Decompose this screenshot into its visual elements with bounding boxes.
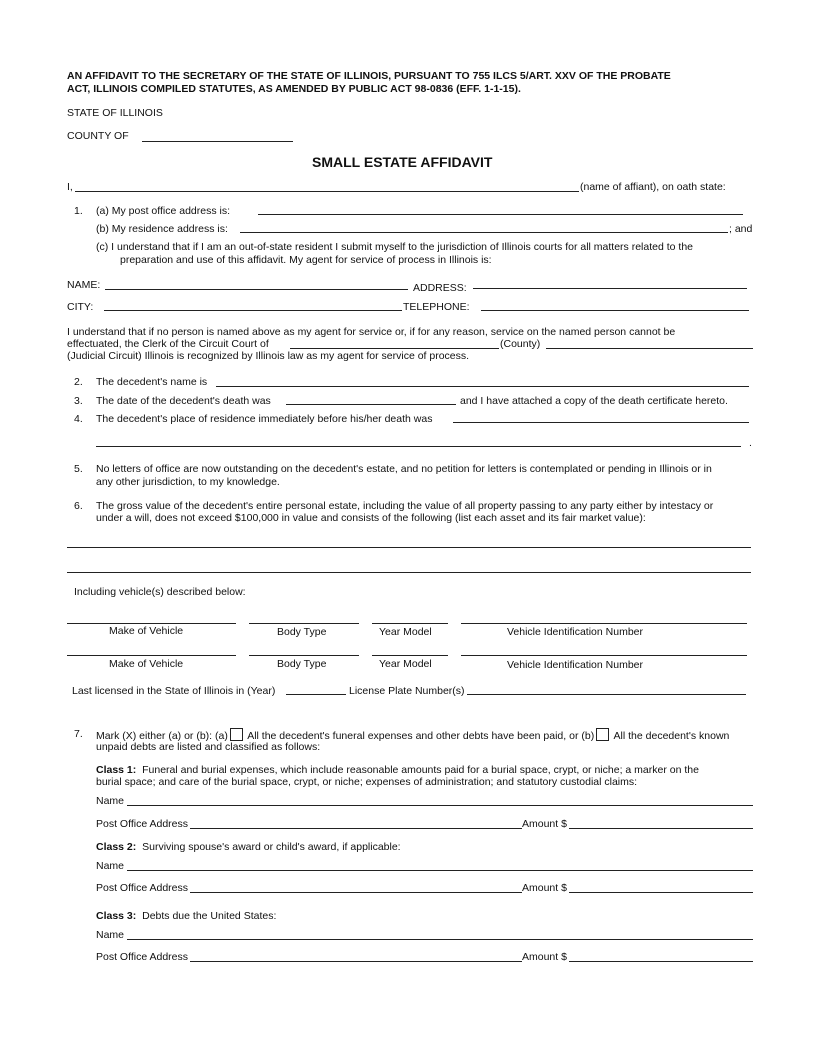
class3-name-field[interactable] bbox=[127, 939, 753, 940]
asset-line-1[interactable] bbox=[67, 547, 751, 548]
header-line-1: AN AFFIDAVIT TO THE SECRETARY OF THE STATE OF ILLINOIS, PURSUANT TO 755 ILCS 5/ART. XXV OF THE PROBATE bbox=[67, 70, 671, 82]
clerk-line-2a: effectuated, the Clerk of the Circuit Court of bbox=[67, 338, 269, 350]
item5-number: 5. bbox=[74, 463, 83, 475]
class1-line-2: burial space; and care of the burial space, crypt, or niche; expenses of administration; and statutory custodial claims: bbox=[96, 776, 638, 788]
item6-line-1: The gross value of the decedent's entire personal estate, including the value of all property passing to any party either by intestacy or bbox=[96, 500, 714, 512]
agent-city-field[interactable] bbox=[104, 310, 402, 311]
post-office-address-field[interactable] bbox=[258, 214, 743, 215]
class3-name-label: Name bbox=[96, 929, 125, 941]
item1a-label: (a) My post office address is: bbox=[96, 205, 231, 217]
class1-text-1: Funeral and burial expenses, which include reasonable amounts paid for a burial space, crypt, or niche; a marker on the bbox=[142, 764, 699, 776]
vehicle1-make-caption: Make of Vehicle bbox=[109, 625, 184, 637]
item1c-line-2: preparation and use of this affidavit. My agent for service of process in Illinois is: bbox=[120, 254, 492, 266]
item1b-end: ; and bbox=[729, 223, 753, 235]
class1-amount-field[interactable] bbox=[569, 828, 753, 829]
vehicle2-make-caption: Make of Vehicle bbox=[109, 658, 184, 670]
plate-label: License Plate Number(s) bbox=[349, 685, 465, 697]
licensed-year-field[interactable] bbox=[286, 694, 346, 695]
item4-number: 4. bbox=[74, 413, 83, 425]
class1-po-field[interactable] bbox=[190, 828, 522, 829]
checkbox-b[interactable] bbox=[596, 728, 609, 741]
vehicle1-vin-field[interactable] bbox=[461, 623, 747, 624]
item4-end: . bbox=[749, 437, 752, 449]
vehicle2-body-caption: Body Type bbox=[277, 658, 327, 670]
state-label: STATE OF ILLINOIS bbox=[67, 107, 163, 119]
item3-number: 3. bbox=[74, 395, 83, 407]
item6-number: 6. bbox=[74, 500, 83, 512]
class1-label: Class 1: bbox=[96, 764, 137, 776]
class3-text-1: Debts due the United States: bbox=[142, 910, 277, 922]
item2-number: 2. bbox=[74, 376, 83, 388]
vehicle2-make-field[interactable] bbox=[67, 655, 236, 656]
county-label: COUNTY OF bbox=[67, 130, 129, 142]
item7-line-1 bbox=[96, 728, 729, 742]
class1-amount-label: Amount $ bbox=[522, 818, 567, 830]
asset-line-2[interactable] bbox=[67, 572, 751, 573]
clerk-line-3: (Judicial Circuit) Illinois is recognized by Illinois law as my agent for service of process. bbox=[67, 350, 470, 362]
class3-amount-label: Amount $ bbox=[522, 951, 567, 963]
agent-address-label: ADDRESS: bbox=[413, 282, 467, 294]
agent-name-label: NAME: bbox=[67, 279, 101, 291]
class2-po-label: Post Office Address bbox=[96, 882, 189, 894]
vehicle2-year-caption: Year Model bbox=[379, 658, 432, 670]
vehicle1-body-field[interactable] bbox=[249, 623, 359, 624]
affiant-suffix: (name of affiant), on oath state: bbox=[580, 181, 726, 193]
class3-amount-field[interactable] bbox=[569, 961, 753, 962]
vehicle1-make-field[interactable] bbox=[67, 623, 236, 624]
vehicle1-vin-caption: Vehicle Identification Number bbox=[507, 626, 643, 638]
vehicle2-year-field[interactable] bbox=[372, 655, 448, 656]
class2-name-label: Name bbox=[96, 860, 125, 872]
vehicles-intro: Including vehicle(s) described below: bbox=[74, 586, 246, 598]
vehicle1-year-caption: Year Model bbox=[379, 626, 432, 638]
class3-line-1 bbox=[96, 910, 276, 922]
class2-po-field[interactable] bbox=[190, 892, 522, 893]
header-line-2: ACT, ILLINOIS COMPILED STATUTES, AS AMENDED BY PUBLIC ACT 98-0836 (EFF. 1-1-15). bbox=[67, 83, 521, 95]
item7-text-c: All the decedent's known bbox=[613, 730, 730, 742]
item6-line-2: under a will, does not exceed $100,000 in value and consists of the following (list each asset and its fair market value): bbox=[96, 512, 646, 524]
decedent-name-field[interactable] bbox=[216, 386, 749, 387]
item5-line-2: any other jurisdiction, to my knowledge. bbox=[96, 476, 280, 488]
plate-number-field[interactable] bbox=[467, 694, 746, 695]
judicial-circuit-field[interactable] bbox=[546, 348, 753, 349]
vehicle2-vin-field[interactable] bbox=[461, 655, 747, 656]
item2-label: The decedent's name is bbox=[96, 376, 208, 388]
class2-amount-label: Amount $ bbox=[522, 882, 567, 894]
class2-name-field[interactable] bbox=[127, 870, 753, 871]
class2-label: Class 2: bbox=[96, 841, 137, 853]
item5-line-1: No letters of office are now outstanding on the decedent's estate, and no petition for letters is contemplated or pending in Illinois or in bbox=[96, 463, 712, 475]
vehicle1-body-caption: Body Type bbox=[277, 626, 327, 638]
item1c-line-1: (c) I understand that if I am an out-of-state resident I submit myself to the jurisdiction of Illinois courts for all matters related to the bbox=[96, 241, 694, 253]
item7-line-2: unpaid debts are listed and classified as follows: bbox=[96, 741, 321, 753]
county-field[interactable] bbox=[142, 141, 293, 142]
agent-city-label: CITY: bbox=[67, 301, 94, 313]
residence-field-2[interactable] bbox=[96, 446, 741, 447]
checkbox-a[interactable] bbox=[230, 728, 243, 741]
item4-label: The decedent's place of residence immediately before his/her death was bbox=[96, 413, 433, 425]
vehicle2-vin-caption: Vehicle Identification Number bbox=[507, 659, 643, 671]
item3-label-a: The date of the decedent's death was bbox=[96, 395, 271, 407]
clerk-line-2b: (County) bbox=[500, 338, 541, 350]
agent-address-field[interactable] bbox=[473, 288, 747, 289]
class1-name-label: Name bbox=[96, 795, 125, 807]
agent-telephone-field[interactable] bbox=[481, 310, 749, 311]
residence-field-1[interactable] bbox=[453, 422, 749, 423]
affiant-name-field[interactable] bbox=[75, 191, 579, 192]
item7-text-b: All the decedent's funeral expenses and other debts have been paid, or (b) bbox=[247, 730, 595, 742]
class2-line-1 bbox=[96, 841, 401, 853]
item7-text-a: Mark (X) either (a) or (b): (a) bbox=[96, 730, 228, 742]
vehicle1-year-field[interactable] bbox=[372, 623, 448, 624]
agent-telephone-label: TELEPHONE: bbox=[403, 301, 470, 313]
clerk-line-1: I understand that if no person is named above as my agent for service or, if for any reason, service on the named person cannot be bbox=[67, 326, 676, 338]
clerk-county-field[interactable] bbox=[290, 348, 499, 349]
residence-address-field[interactable] bbox=[240, 232, 728, 233]
agent-name-field[interactable] bbox=[105, 289, 408, 290]
death-date-field[interactable] bbox=[286, 404, 456, 405]
item1b-label: (b) My residence address is: bbox=[96, 223, 228, 235]
item3-label-b: and I have attached a copy of the death certificate hereto. bbox=[460, 395, 728, 407]
page-title: SMALL ESTATE AFFIDAVIT bbox=[312, 154, 493, 170]
licensed-label: Last licensed in the State of Illinois in (Year) bbox=[72, 685, 276, 697]
item7-number: 7. bbox=[74, 728, 83, 740]
class2-text-1: Surviving spouse's award or child's award, if applicable: bbox=[142, 841, 401, 853]
class1-line-1 bbox=[96, 764, 699, 776]
class3-po-field[interactable] bbox=[190, 961, 522, 962]
affiant-prefix: I, bbox=[67, 181, 73, 193]
class3-po-label: Post Office Address bbox=[96, 951, 189, 963]
class1-po-label: Post Office Address bbox=[96, 818, 189, 830]
class3-label: Class 3: bbox=[96, 910, 137, 922]
class2-amount-field[interactable] bbox=[569, 892, 753, 893]
vehicle2-body-field[interactable] bbox=[249, 655, 359, 656]
class1-name-field[interactable] bbox=[127, 805, 753, 806]
item1-number: 1. bbox=[74, 205, 83, 217]
